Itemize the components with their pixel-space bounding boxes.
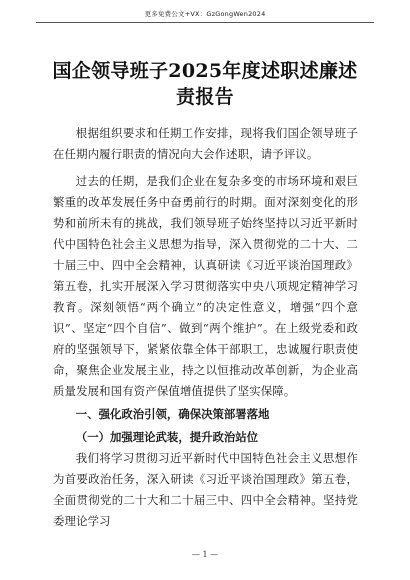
section-heading-1: 一、强化政治引领，确保决策部署落地 bbox=[75, 407, 270, 421]
paragraph-review: 过去的任期，是我们企业在复杂多变的市场环境和艰巨繁重的改革发展任务中奋勇前行的时期。面对深刻变化的形势和前所未有的挑战，我们领导班子始终坚持以习近平新时代中国特色社会主义思想为指导，深入贯彻党的二十大、二十届三中、四中全会精神，认真研读《习近平谈治国理政》第五卷，扎实开展深入学习贯彻落实中央八项规定精神学习教育。深刻领悟“两个确立”的决定性意义，增强“四个意识”、坚定“四个自信”、做到“两个维护”。在上级党委和政府的坚强领导下，紧紧依靠全体干部职工，忠诚履行职责使命，聚焦企业发展主业，持之以恒推动改革创新，为企业高质量发展和国有资产保值增值提供了坚实保障。 bbox=[53, 174, 358, 398]
header-note: 更多免费公文+VX：GzGongWen2024 bbox=[144, 10, 266, 18]
paragraph-intro: 根据组织要求和任期工作安排，现将我们国企领导班子在任期内履行职责的情况向大会作述职，请予评议。 bbox=[53, 126, 358, 161]
document-title: 国企领导班子2025年度述职述廉述责报告 bbox=[52, 60, 358, 108]
subsection-heading-1: （一）加强理论武装，提升政治站位 bbox=[75, 430, 259, 444]
page-number: — 1 — bbox=[191, 550, 219, 559]
paragraph-theory: 我们将学习贯彻习近平新时代中国特色社会主义思想作为首要政治任务，深入研读《习近平谈治国理政》第五卷，全面贯彻党的二十大和二十届三中、四中全会精神。坚持党委理论学习 bbox=[53, 451, 358, 528]
document-body bbox=[53, 123, 358, 532]
header-rule bbox=[36, 22, 374, 23]
